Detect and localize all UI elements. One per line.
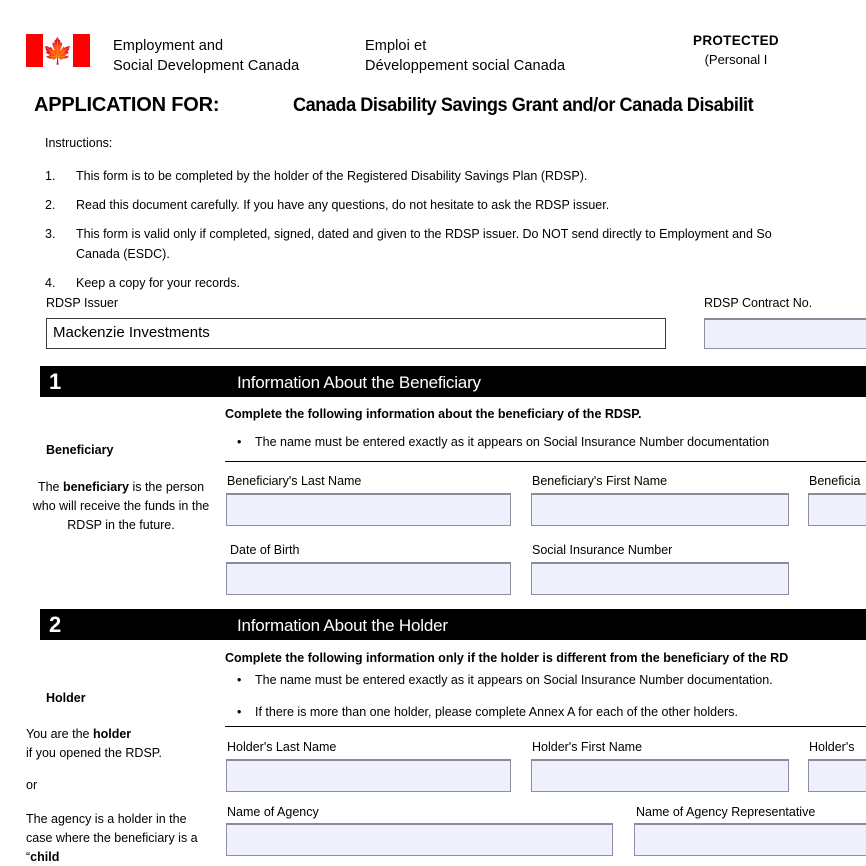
section-2-side-heading: Holder bbox=[46, 691, 86, 705]
canada-flag-icon bbox=[26, 34, 90, 67]
list-item bbox=[45, 244, 866, 264]
section-1-lead-text: Complete the following information about the beneficiary of the RDSP. bbox=[225, 407, 642, 421]
side-text-a-post: if you opened the RDSP. bbox=[26, 746, 162, 760]
side-text-a-bold: holder bbox=[92, 727, 132, 741]
instruction-number-continuation bbox=[45, 244, 76, 264]
rdsp-issuer-label: RDSP Issuer bbox=[46, 296, 119, 310]
name-of-agency-input[interactable] bbox=[226, 823, 613, 856]
holder-first-name-label: Holder's First Name bbox=[532, 740, 643, 754]
form-title-text: Canada Disability Savings Grant and/or Canada Disabilit bbox=[293, 94, 754, 116]
beneficiary-last-name-label: Beneficiary's Last Name bbox=[227, 474, 362, 488]
holder-middle-name-label: Holder's bbox=[809, 740, 855, 754]
beneficiary-sin-label: Social Insurance Number bbox=[532, 543, 673, 557]
instruction-text: Read this document carefully. If you have any questions, do not hesitate to ask the RDSP issuer. bbox=[76, 198, 610, 212]
maple-leaf-icon: 🍁 bbox=[42, 36, 74, 65]
side-text-bold: beneficiary bbox=[62, 480, 129, 494]
bullet-dot-icon: • bbox=[237, 705, 242, 719]
beneficiary-middle-name-input[interactable] bbox=[808, 493, 866, 526]
section-1-header bbox=[40, 366, 866, 397]
section-2-divider bbox=[225, 726, 866, 727]
bullet-dot-icon: • bbox=[237, 673, 242, 687]
page-header bbox=[0, 0, 866, 86]
beneficiary-date-of-birth-label: Date of Birth bbox=[230, 543, 300, 557]
instruction-text: This form is valid only if completed, signed, dated and given to the RDSP issuer. Do NOT send directly to Employment and So bbox=[76, 227, 772, 241]
rdsp-contract-no-input[interactable] bbox=[704, 318, 866, 349]
instruction-number: 2. bbox=[45, 198, 56, 212]
flag-left-bar bbox=[26, 34, 43, 67]
wordmark-fr-line2: Développement social Canada bbox=[365, 58, 566, 74]
section-2-side-text-a bbox=[26, 725, 216, 763]
protected-notice bbox=[606, 33, 866, 67]
protected-sublabel: (Personal I bbox=[704, 52, 768, 67]
beneficiary-first-name-input[interactable] bbox=[531, 493, 789, 526]
list-item bbox=[45, 166, 866, 186]
wordmark-en-line2: Social Development Canada bbox=[113, 58, 300, 74]
instruction-number: 4. bbox=[45, 276, 56, 290]
side-text-rest: person who will receive the funds in the RDSP in the future. bbox=[32, 480, 210, 532]
application-for-label: APPLICATION FOR: bbox=[34, 94, 220, 116]
bullet-text: The name must be entered exactly as it appears on Social Insurance Number documentation bbox=[255, 435, 770, 449]
wordmark-fr-line1: Emploi et bbox=[365, 38, 427, 54]
wordmark-french bbox=[365, 36, 565, 76]
list-item bbox=[45, 224, 866, 244]
section-1-side-text bbox=[32, 478, 210, 535]
protected-label: PROTECTED bbox=[693, 33, 779, 48]
section-1-number: 1 bbox=[49, 369, 62, 394]
bullet-dot-icon: • bbox=[237, 435, 242, 449]
flag-right-bar bbox=[73, 34, 90, 67]
section-2-title: Information About the Holder bbox=[237, 616, 448, 635]
holder-last-name-input[interactable] bbox=[226, 759, 511, 792]
bullet-text: The name must be entered exactly as it appears on Social Insurance Number documentation. bbox=[255, 673, 773, 687]
holder-middle-name-input[interactable] bbox=[808, 759, 866, 792]
name-of-agency-representative-input[interactable] bbox=[634, 823, 866, 856]
bullet-text: If there is more than one holder, please complete Annex A for each of the other holders. bbox=[255, 705, 738, 719]
list-item bbox=[45, 273, 866, 293]
section-1-side-heading: Beneficiary bbox=[46, 443, 114, 457]
page-title bbox=[0, 94, 866, 126]
beneficiary-first-name-label: Beneficiary's First Name bbox=[532, 474, 668, 488]
section-1-title: Information About the Beneficiary bbox=[237, 373, 481, 392]
section-1-bullet-1 bbox=[237, 435, 769, 449]
beneficiary-middle-name-label: Beneficia bbox=[809, 474, 861, 488]
section-2-header bbox=[40, 609, 866, 640]
wordmark-english bbox=[113, 36, 299, 76]
side-text-pre: The bbox=[37, 480, 63, 494]
instruction-text: This form is to be completed by the holder of the Registered Disability Savings Plan (RDSP). bbox=[76, 169, 588, 183]
wordmark-en-line1: Employment and bbox=[113, 38, 224, 54]
holder-last-name-label: Holder's Last Name bbox=[227, 740, 337, 754]
instruction-text-continuation: Canada (ESDC). bbox=[76, 247, 170, 261]
rdsp-contract-no-label: RDSP Contract No. bbox=[704, 296, 813, 310]
list-item bbox=[45, 195, 866, 215]
instructions-list bbox=[45, 166, 866, 302]
instruction-number: 1. bbox=[45, 169, 56, 183]
beneficiary-date-of-birth-input[interactable] bbox=[226, 562, 511, 595]
rdsp-issuer-input[interactable]: Mackenzie Investments bbox=[46, 318, 666, 349]
section-2-bullet-2 bbox=[237, 705, 738, 719]
side-text-a-pre: You are the bbox=[26, 727, 93, 741]
instructions-heading: Instructions: bbox=[45, 136, 113, 150]
name-of-agency-representative-label: Name of Agency Representative bbox=[636, 805, 816, 819]
section-1-divider bbox=[225, 461, 866, 462]
side-text-b-pre: The agency is a holder in the case where the beneficiary is a “ bbox=[26, 812, 198, 864]
beneficiary-last-name-input[interactable] bbox=[226, 493, 511, 526]
instruction-text: Keep a copy for your records. bbox=[76, 276, 240, 290]
side-text-mid: is the bbox=[128, 480, 163, 494]
beneficiary-sin-input[interactable] bbox=[531, 562, 789, 595]
section-2-lead-text: Complete the following information only if the holder is different from the beneficiary of the RD bbox=[225, 651, 789, 665]
section-2-side-text-b bbox=[26, 810, 216, 866]
section-2-side-or: or bbox=[26, 778, 38, 792]
name-of-agency-label: Name of Agency bbox=[227, 805, 319, 819]
holder-first-name-input[interactable] bbox=[531, 759, 789, 792]
side-text-b-bold: child bbox=[30, 850, 60, 864]
instruction-number: 3. bbox=[45, 227, 56, 241]
section-2-number: 2 bbox=[49, 612, 62, 637]
section-2-bullet-1 bbox=[237, 673, 773, 687]
